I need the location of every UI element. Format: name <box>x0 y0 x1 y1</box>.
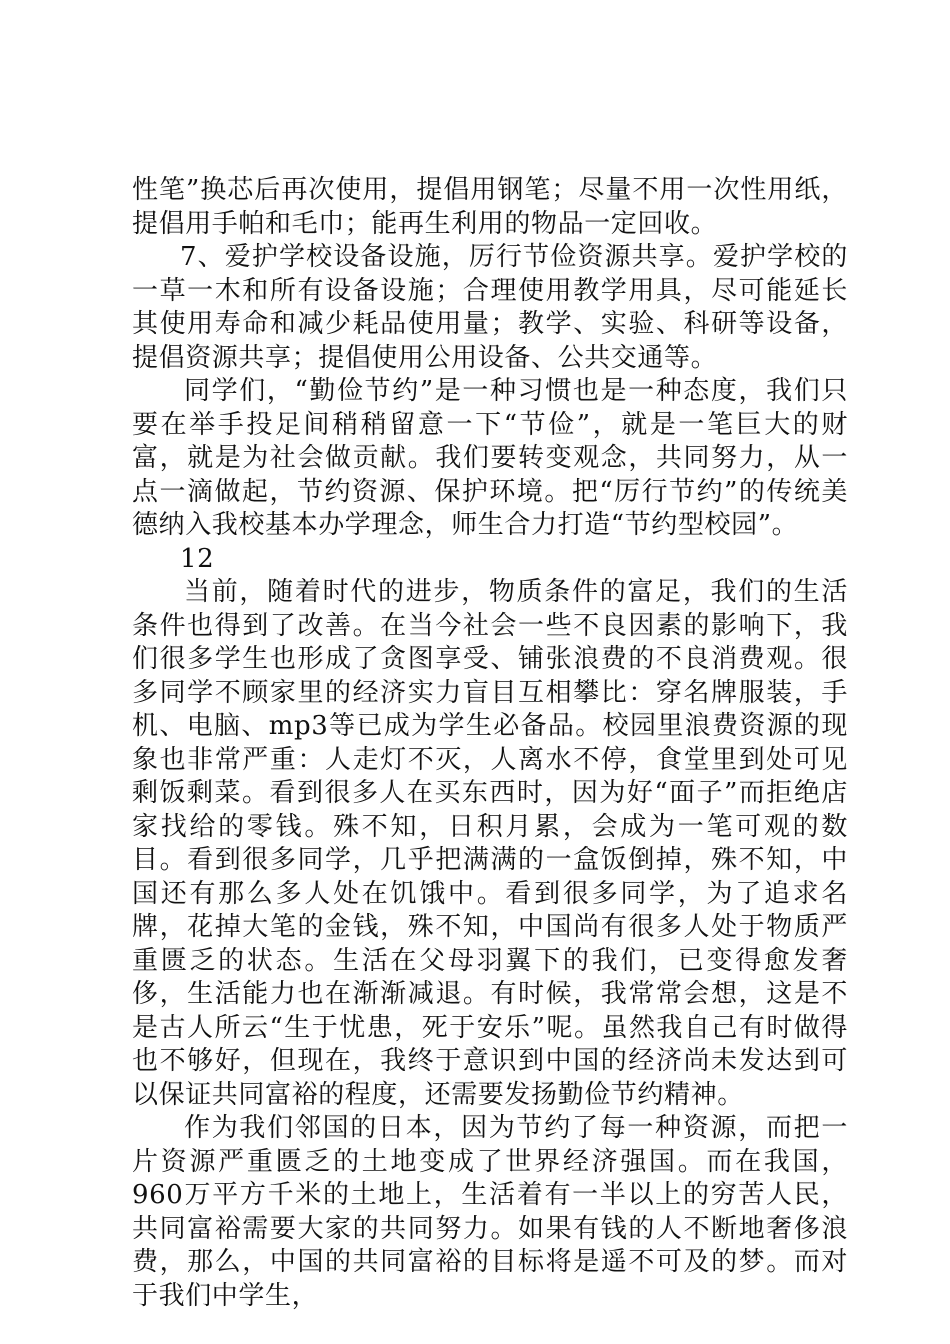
paragraph-conclusion: 同学们，“勤俭节约”是一种习惯也是一种态度，我们只要在举手投足间稍稍留意一下“节俭”，就是一笔巨大的财富，就是为社会做贡献。我们要转变观念，共同努力，从一点一滴做起，节约资源、保护环境。把“厉行节约”的传统美德纳入我校基本办学理念，师生合力打造“节约型校园”。 <box>132 376 848 540</box>
paragraph-current-situation: 当前，随着时代的进步，物质条件的富足，我们的生活条件也得到了改善。在当今社会一些不良因素的影响下，我们很多学生也形成了贪图享受、铺张浪费的不良消费观。很多同学不顾家里的经济实力盲目互相攀比：穿名牌服装，手机、电脑、mp3等已成为学生必备品。校园里浪费资源的现象也非常严重：人走灯不灭，人离水不停，食堂里到处可见剩饭剩菜。看到很多人在买东西时，因为好“面子”而拒绝店家找给的零钱。殊不知，日积月累，会成为一笔可观的数目。看到很多同学，几乎把满满的一盒饭倒掉，殊不知，中国还有那么多人处在饥饿中。看到很多同学，为了追求名牌，花掉大笔的金钱，殊不知，中国尚有很多人处于物质严重匮乏的状态。生活在父母羽翼下的我们，已变得愈发奢侈，生活能力也在渐渐减退。有时候，我常常会想，这是不是古人所云“生于忧患，死于安乐”呢。虽然我自己有时做得也不够好，但现在，我终于意识到中国的经济尚未发达到可以保证共同富裕的程度，还需要发扬勤俭节约精神。 <box>132 577 848 1110</box>
paragraph-continued: 性笔”换芯后再次使用，提倡用钢笔；尽量不用一次性用纸，提倡用手帕和毛巾；能再生利用的物品一定回收。 <box>132 175 848 239</box>
section-number: 12 <box>180 543 215 574</box>
paragraph-item-7: 7、爱护学校设备设施，厉行节俭资源共享。爱护学校的一草一木和所有设备设施；合理使用教学用具，尽可能延长其使用寿命和减少耗品使用量；教学、实验、科研等设备，提倡资源共享；提倡使用公用设备、公共交通等。 <box>132 242 848 373</box>
document-body <box>132 174 848 1313</box>
paragraph-japan-example: 作为我们邻国的日本，因为节约了每一种资源，而把一片资源严重匮乏的土地变成了世界经济强国。而在我国，960万平方千米的土地上，生活着有一半以上的穷苦人民，共同富裕需要大家的共同努力。如果有钱的人不断地奢侈浪费，那么，中国的共同富裕的目标将是遥不可及的梦。而对于我们中学生， <box>132 1113 848 1311</box>
